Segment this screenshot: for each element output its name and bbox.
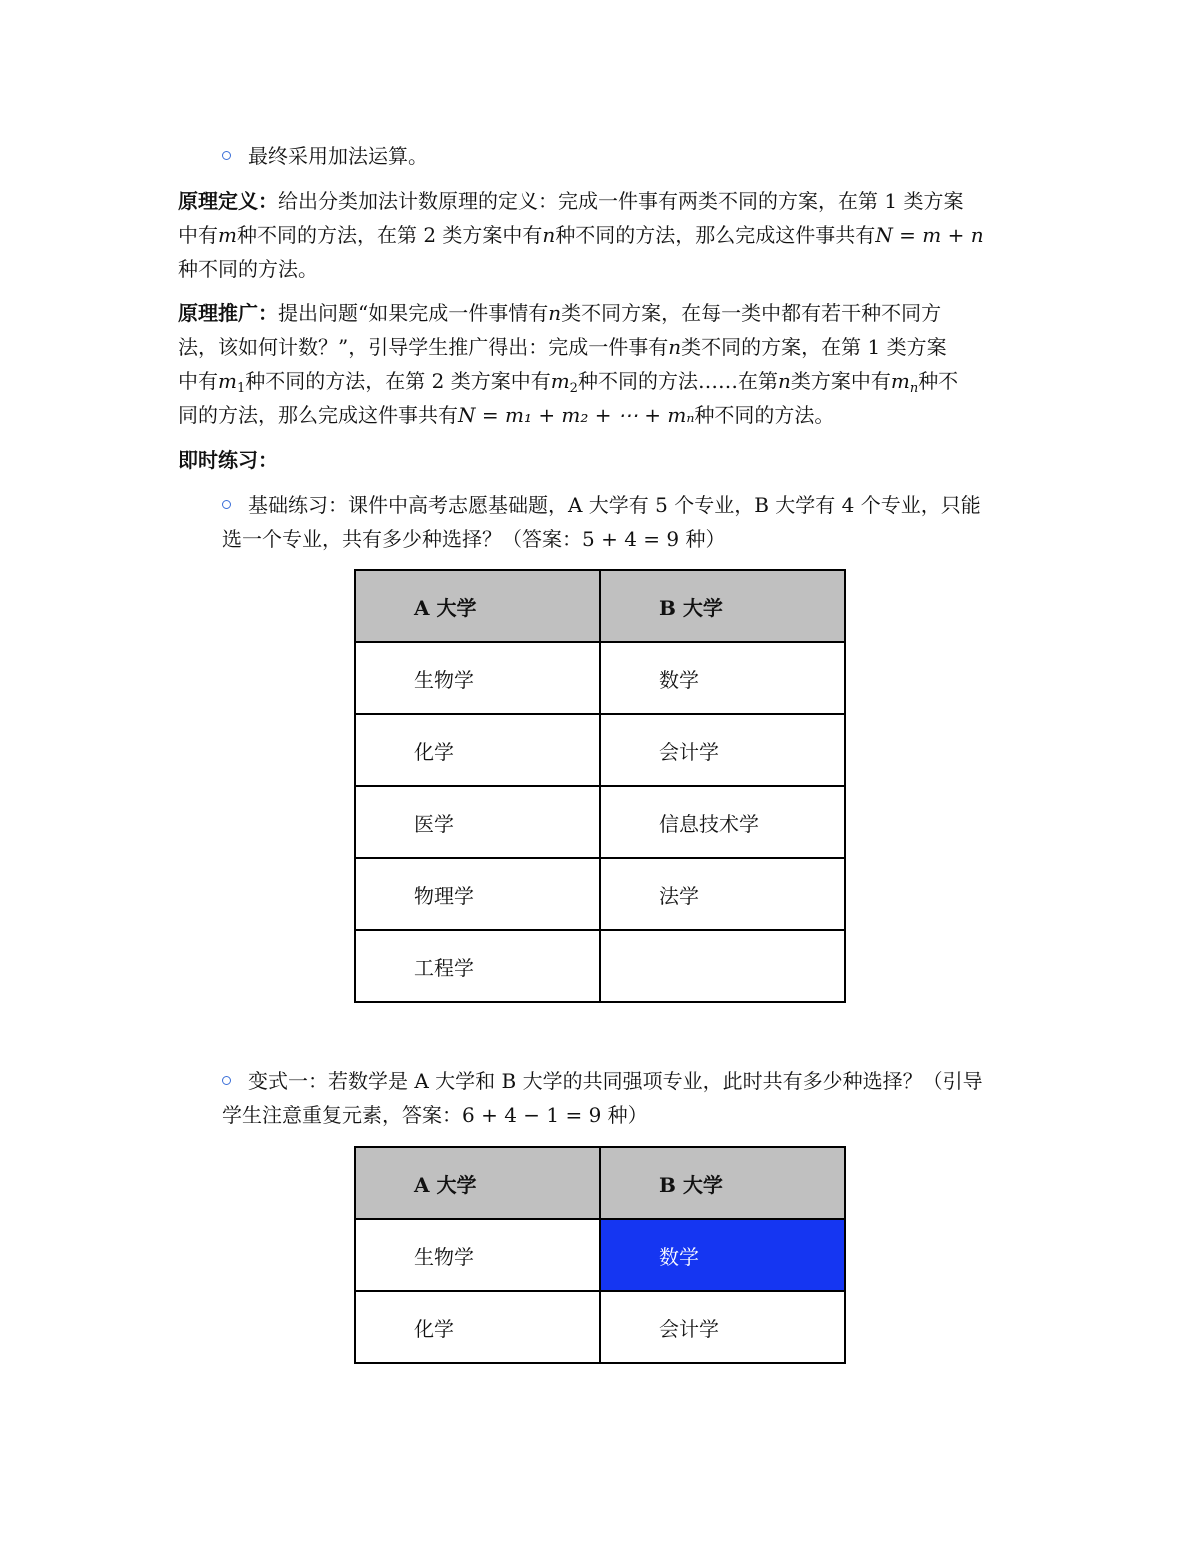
extension-text-4b: 种不同的方法。: [694, 403, 835, 427]
definition-text-2b: 种不同的方法，在第 2 类方案中有: [236, 223, 543, 247]
math-mn: m: [890, 369, 910, 393]
extension-text-2a: 法，该如何计数？”，引导学生推广得出：完成一件事有: [178, 335, 669, 359]
table-row: [355, 858, 845, 930]
table-row: [355, 642, 845, 714]
table-cell: [600, 930, 845, 1002]
definition-formula: N = m + n: [875, 223, 984, 247]
extension-text-2b: 类不同的方案，在第 1 类方案: [681, 335, 947, 359]
table-cell: 工程学: [355, 930, 600, 1002]
math-var-n: n: [777, 369, 791, 393]
extension-text-3c: 种不同的方法……在第: [577, 369, 778, 393]
bullet-circle-icon: [222, 151, 231, 160]
definition-text-2a: 中有: [178, 223, 218, 247]
extension-text-1a: 提出问题“如果完成一件事情有: [278, 301, 549, 325]
table-row: [355, 930, 845, 1002]
math-var-n: n: [542, 223, 556, 247]
practice-label: 即时练习：: [178, 448, 278, 472]
definition-text-2c: 种不同的方法，那么完成这件事共有: [555, 223, 876, 247]
definition-line-2: [178, 218, 984, 252]
table-cell: 生物学: [355, 1219, 600, 1291]
variant-practice-line-1: 变式一：若数学是 A 大学和 B 大学的共同强项专业，此时共有多少种选择？（引导: [248, 1069, 983, 1093]
math-sub-1: 1: [236, 381, 246, 396]
extension-text-3e: 种不: [918, 369, 959, 393]
table-header-row: [355, 570, 845, 642]
definition-text-1: 给出分类加法计数原理的定义：完成一件事有两类不同的方案，在第 1 类方案: [278, 189, 964, 213]
table-row: [355, 1291, 845, 1363]
table-header-cell: B 大学: [600, 1147, 845, 1219]
extension-line-4: [178, 398, 834, 432]
table-cell: 信息技术学: [600, 786, 845, 858]
table-cell: 化学: [355, 714, 600, 786]
extension-text-3a: 中有: [178, 369, 218, 393]
table-cell: 会计学: [600, 714, 845, 786]
math-sub-n: n: [909, 381, 919, 396]
table-cell: 会计学: [600, 1291, 845, 1363]
bullet-circle-icon: [222, 1076, 231, 1085]
table-row: [355, 1219, 845, 1291]
extension-line-2: [178, 330, 947, 364]
table-header-cell: A 大学: [355, 570, 600, 642]
extension-text-3d: 类方案中有: [790, 369, 891, 393]
math-m2: m: [550, 369, 570, 393]
table-header-cell: B 大学: [600, 570, 845, 642]
definition-label: 原理定义：: [178, 189, 278, 213]
table-cell: 化学: [355, 1291, 600, 1363]
majors-table-2: [354, 1146, 846, 1364]
table-cell: 生物学: [355, 642, 600, 714]
basic-practice-line-1: 基础练习：课件中高考志愿基础题，A 大学有 5 个专业，B 大学有 4 个专业，只能: [248, 493, 981, 517]
bullet-text: 最终采用加法运算。: [248, 144, 428, 168]
table-row: [355, 786, 845, 858]
extension-text-3b: 种不同的方法，在第 2 类方案中有: [245, 369, 551, 393]
math-m1: m: [218, 369, 237, 393]
table-row: [355, 714, 845, 786]
table-cell: 物理学: [355, 858, 600, 930]
table-cell: 医学: [355, 786, 600, 858]
basic-practice-line-2: 选一个专业，共有多少种选择？（答案：5 + 4 = 9 种）: [222, 527, 726, 551]
math-var-n: n: [668, 335, 682, 359]
extension-text-4a: 同的方法，那么完成这件事共有: [178, 403, 458, 427]
majors-table-1: [354, 569, 846, 1003]
definition-line-1: [178, 184, 963, 218]
extension-formula: N = m₁ + m₂ + ⋯ + mₙ: [458, 403, 695, 427]
extension-text-1b: 类不同方案，在每一类中都有若干种不同方: [561, 301, 942, 325]
variant-practice-line-2: 学生注意重复元素，答案：6 + 4 − 1 = 9 种）: [222, 1103, 648, 1127]
table-header-cell: A 大学: [355, 1147, 600, 1219]
extension-line-1: [178, 296, 941, 330]
table-cell: 法学: [600, 858, 845, 930]
bullet-circle-icon: [222, 500, 231, 509]
definition-line-3: 种不同的方法。: [178, 257, 318, 281]
table-cell-highlighted: 数学: [600, 1219, 845, 1291]
table-header-row: [355, 1147, 845, 1219]
math-var-n: n: [548, 301, 562, 325]
table-cell: 数学: [600, 642, 845, 714]
extension-label: 原理推广：: [178, 301, 278, 325]
math-sub-2: 2: [569, 381, 578, 396]
extension-line-3: [178, 364, 958, 398]
math-var-m: m: [218, 223, 237, 247]
